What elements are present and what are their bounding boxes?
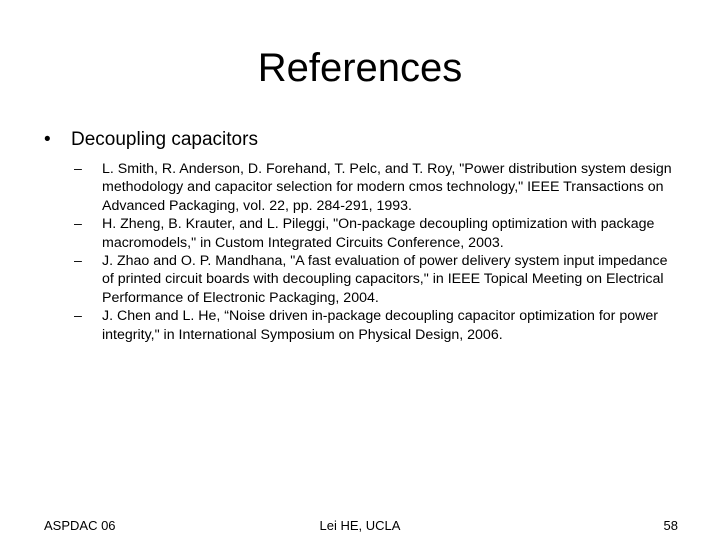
reference-text: J. Chen and L. He, “Noise driven in-package decoupling capacitor optimization for power integrity," in International Symposium on Physical Design, 2006. (102, 308, 658, 343)
bullet-marker: • (44, 129, 51, 150)
reference-item (74, 160, 674, 215)
reference-text: H. Zheng, B. Krauter, and L. Pileggi, "On-package decoupling optimization with package macromodels," in Custom Integrated Circuits Conference, 2003. (102, 216, 655, 251)
footer-author: Lei HE, UCLA (319, 518, 401, 533)
footer-page-number: 58 (663, 518, 678, 533)
reference-text: J. Zhao and O. P. Mandhana, "A fast evaluation of power delivery system input impedance of printed circuit boards with decoupling capacitors," in IEEE Topical Meeting on Electrical Performance of Electronic Packaging, 2004. (102, 253, 668, 306)
reference-item (74, 252, 674, 307)
reference-item (74, 215, 674, 252)
footer-conference: ASPDAC 06 (44, 518, 116, 533)
slide-title: References (257, 46, 463, 90)
sub-bullet-marker: – (74, 216, 82, 233)
sub-bullet-marker: – (74, 161, 82, 177)
bullet-text: Decoupling capacitors (71, 129, 258, 150)
sub-bullet-marker: – (74, 308, 82, 325)
reference-item (74, 307, 674, 344)
sub-bullet-marker: – (74, 253, 82, 270)
bullet-item (44, 128, 258, 152)
reference-list (74, 160, 674, 344)
reference-text: L. Smith, R. Anderson, D. Forehand, T. Pelc, and T. Roy, "Power distribution system design methodology and capacitor selection for modern cmos technology," IEEE Transactions on Advanced Packaging, vol. 22, pp. 284-291, 1993. (102, 161, 672, 214)
